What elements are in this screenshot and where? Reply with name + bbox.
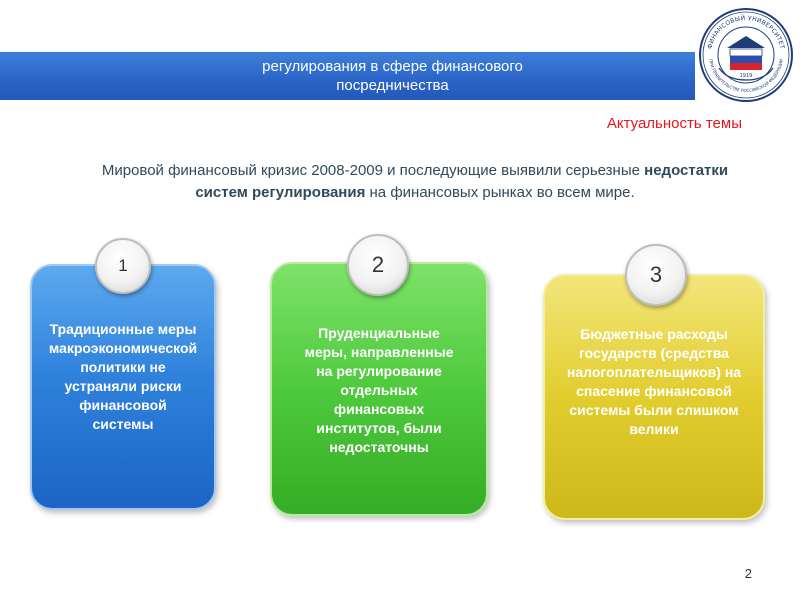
card-3 <box>543 274 765 520</box>
card-2-number-badge: 2 <box>347 234 409 296</box>
seal-year: 1919 <box>739 73 753 79</box>
card-1 <box>30 264 216 510</box>
page-number: 2 <box>744 566 752 581</box>
card-2-text: Пруденциальные меры, направленные на регулирование отдельных финансовых институтов, были недостаточны <box>304 324 454 455</box>
slide-title-line2: посредничества <box>336 77 449 94</box>
card-2 <box>270 262 488 516</box>
card-1-text: Традиционные меры макроэкономической политики не устраняли риски финансовой системы <box>48 321 198 432</box>
slide-title <box>0 52 695 100</box>
seal-text-bottom: ПРИ ПРАВИТЕЛЬСТВЕ РОССИЙСКОЙ ФЕДЕРАЦИИ <box>708 58 784 94</box>
intro-text <box>90 160 740 204</box>
intro-part2: на финансовых рынках во всем мире. <box>365 184 635 201</box>
card-3-number-badge: 3 <box>625 244 687 306</box>
section-title: Актуальность темы <box>606 115 742 132</box>
intro-bold: недостатки систем регулирования <box>195 162 729 201</box>
university-seal-icon <box>697 6 795 104</box>
intro-part1: Мировой финансовый кризис 2008-2009 и последующие выявили серьезные <box>101 162 645 179</box>
slide-title-line1: регулирования в сфере финансового <box>262 58 523 75</box>
card-3-text: Бюджетные расходы государств (средства налогоплательщиков) на спасение финансовой системы были слишком велики <box>566 326 742 437</box>
card-1-number-badge: 1 <box>95 238 151 294</box>
seal-text-top: ФИНАНСОВЫЙ УНИВЕРСИТЕТ <box>706 14 786 50</box>
